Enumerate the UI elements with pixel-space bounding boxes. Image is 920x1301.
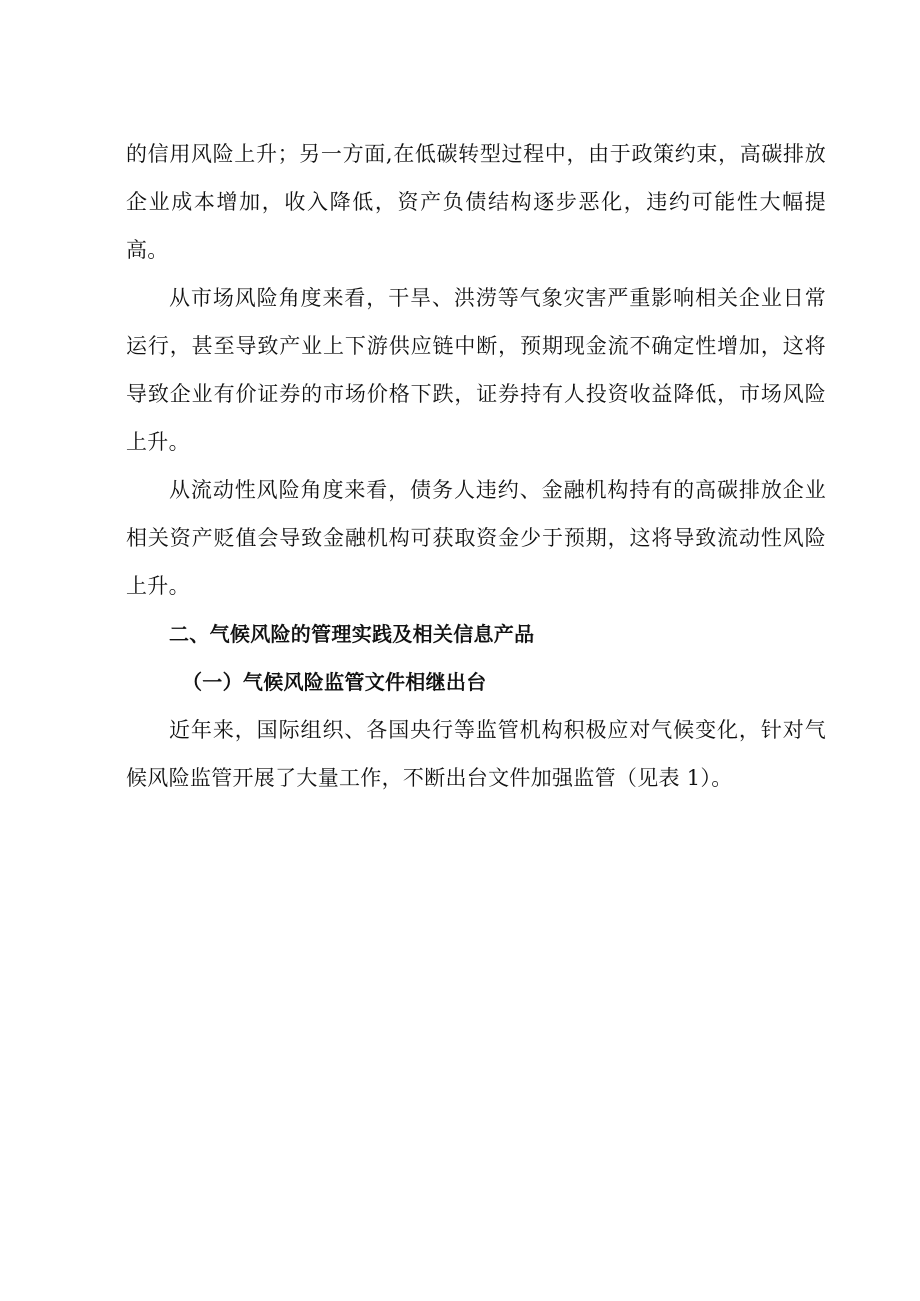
paragraph-regulation-overview: 近年来，国际组织、各国央行等监管机构积极应对气候变化，针对气候风险监管开展了大量工作，不断出台文件加强监管（见表 1）。	[126, 718, 826, 790]
paragraph-market-risk: 从市场风险角度来看，干旱、洪涝等气象灾害严重影响相关企业日常运行，甚至导致产业上下游供应链中断，预期现金流不确定性增加，这将导致企业有价证券的市场价格下跌，证券持有人投资收益降低，市场风险上升。	[126, 286, 826, 454]
paragraph-credit-risk-continued: 的信用风险上升；另一方面,在低碳转型过程中，由于政策约束，高碳排放企业成本增加，收入降低，资产负债结构逐步恶化，违约可能性大幅提高。	[126, 142, 826, 262]
paragraph-liquidity-risk: 从流动性风险角度来看，债务人违约、金融机构持有的高碳排放企业相关资产贬值会导致金融机构可获取资金少于预期，这将导致流动性风险上升。	[126, 478, 826, 598]
subsection-heading: （一）气候风险监管文件相继出台	[182, 670, 487, 694]
document-body	[126, 130, 826, 802]
section-heading: 二、气候风险的管理实践及相关信息产品	[169, 622, 535, 646]
